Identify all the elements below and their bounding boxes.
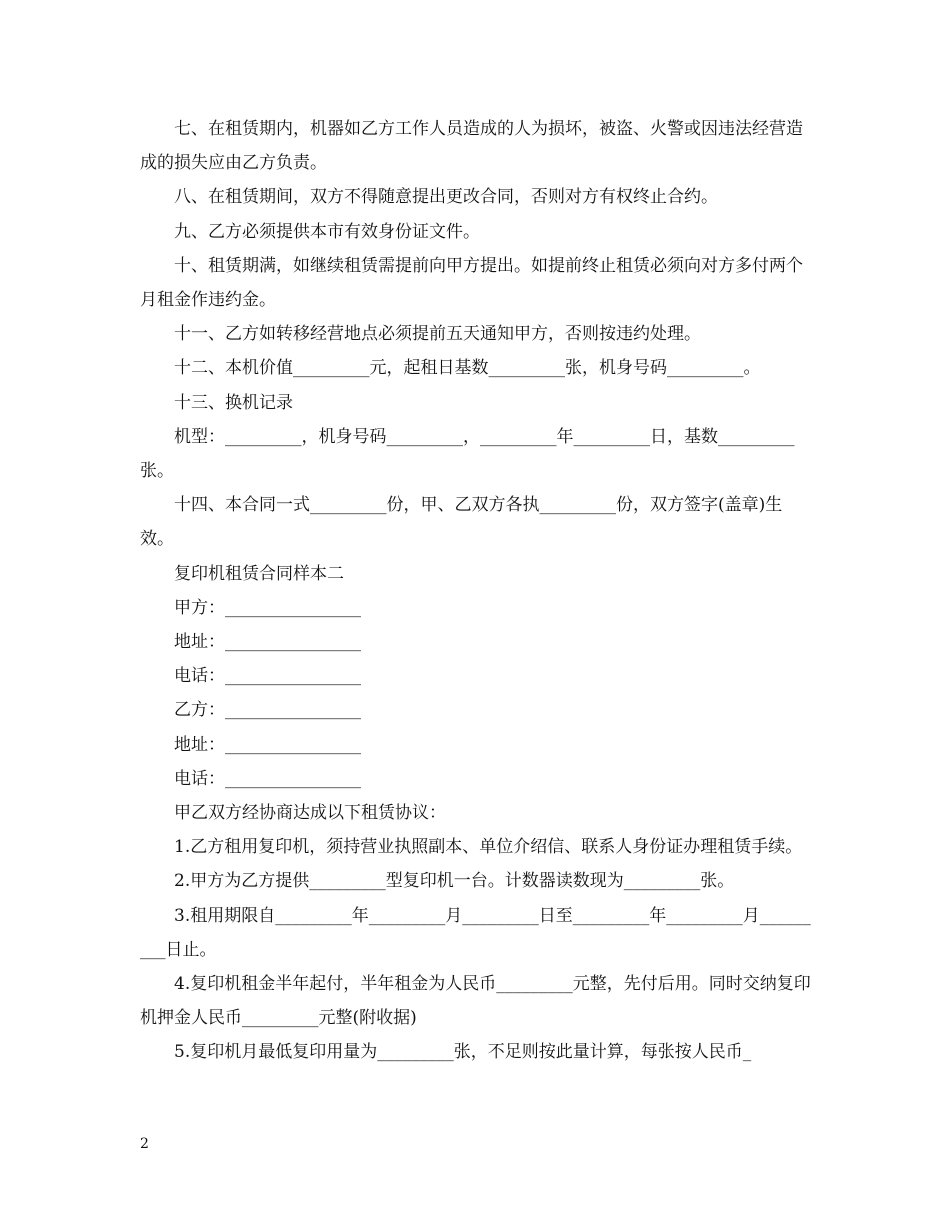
clause-8: 八、在租赁期间，双方不得随意提出更改合同，否则对方有权终止合约。 xyxy=(174,187,718,208)
machine-change-record: 机型：_________，机身号码_________，_________年_________日，基数_________张。 xyxy=(140,426,795,482)
clause-7: 七、在租赁期内，机器如乙方工作人员造成的人为损坏，被盗、火警或因违法经营造成的损失应由乙方负责。 xyxy=(140,119,803,174)
party-a-address-field: 地址：________________ xyxy=(174,632,361,653)
party-b-phone-field: 电话：________________ xyxy=(174,768,361,789)
clause-14: 十四、本合同一式_________份，甲、乙双方各执_________份，双方签字(盖章)生效。 xyxy=(140,495,783,550)
agreement-intro: 甲乙双方经协商达成以下租赁协议： xyxy=(174,803,446,824)
term-4: 4.复印机租金半年起付，半年租金为人民币_________元整，先付后用。同时交纳复印机押金人民币_________元整(附收据) xyxy=(140,974,811,1029)
party-a-field: 甲方：________________ xyxy=(174,597,361,618)
term-1: 1.乙方租用复印机，须持营业执照副本、单位介绍信、联系人身份证办理租赁手续。 xyxy=(174,837,803,858)
party-a-phone-field: 电话：________________ xyxy=(174,666,361,687)
term-2: 2.甲方为乙方提供_________型复印机一台。计数器读数现为_________张。 xyxy=(174,871,735,892)
term-5: 5.复印机月最低复印用量为_________张，不足则按此量计算，每张按人民币_ xyxy=(174,1042,752,1063)
term-3: 3.租用期限自_________年_________月_________日至_________年_________月_________日止。 xyxy=(140,905,811,960)
page-number: 2 xyxy=(140,1136,149,1152)
document-body xyxy=(140,112,812,1070)
clause-11: 十一、乙方如转移经营地点必须提前五天通知甲方，否则按违约处理。 xyxy=(174,324,701,345)
party-b-field: 乙方：________________ xyxy=(174,700,361,721)
clause-9: 九、乙方必须提供本市有效身份证文件。 xyxy=(174,221,480,242)
party-b-address-field: 地址：________________ xyxy=(174,734,361,755)
clause-13: 十三、换机记录 xyxy=(174,392,293,413)
clause-10: 十、租赁期满，如继续租赁需提前向甲方提出。如提前终止租赁必须向对方多付两个月租金作违约金。 xyxy=(140,255,803,311)
clause-12: 十二、本机价值_________元，起租日基数_________张，机身号码_________。 xyxy=(174,358,761,379)
sample-two-title: 复印机租赁合同样本二 xyxy=(174,563,344,584)
